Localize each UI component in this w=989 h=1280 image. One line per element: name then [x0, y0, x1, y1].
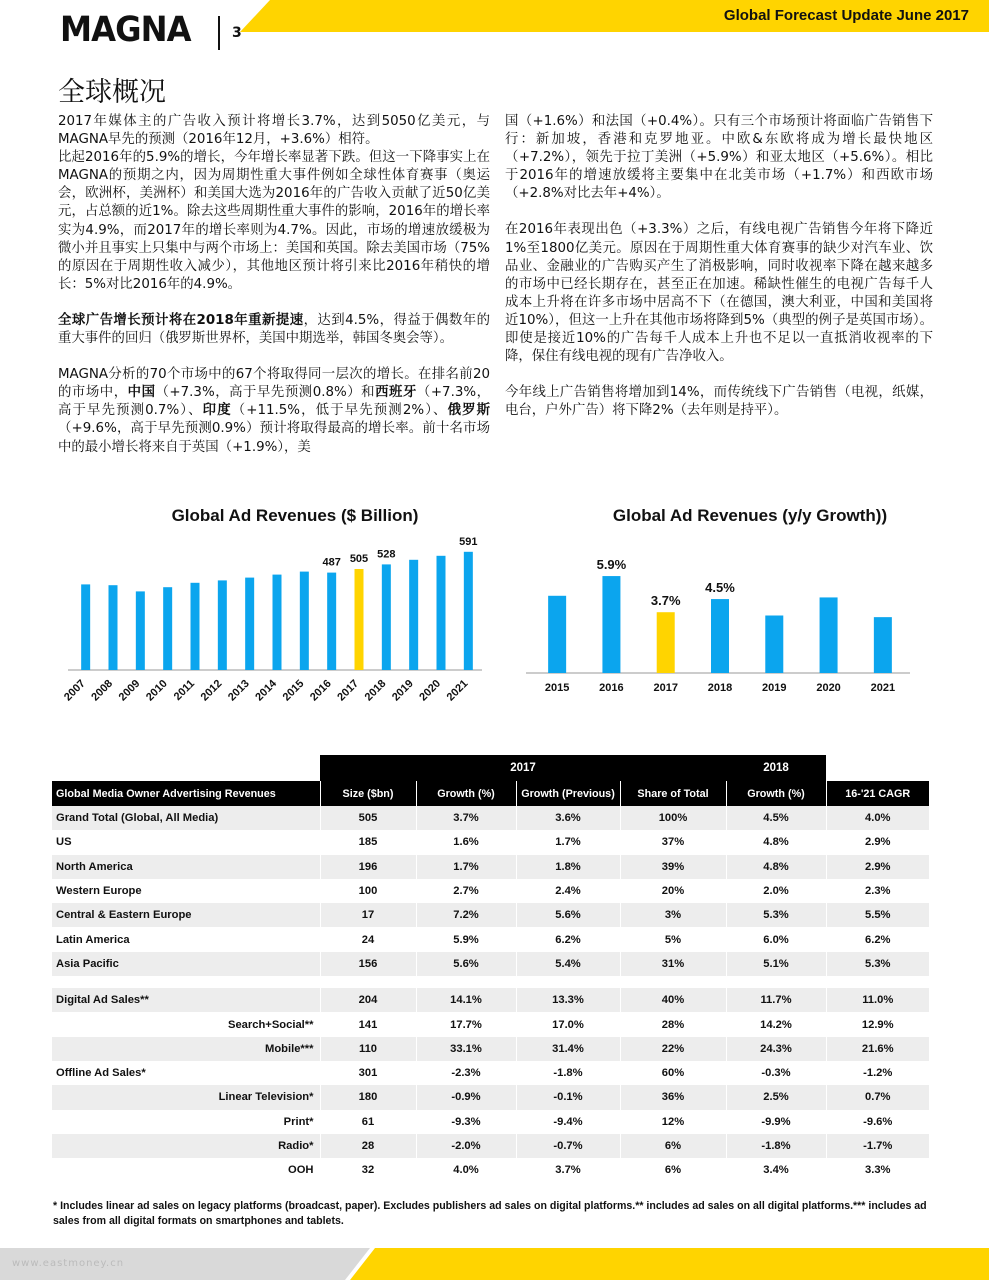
bar-2019: [765, 616, 783, 674]
table-cell: -1.7%: [826, 1134, 929, 1158]
table-cell: 5.1%: [726, 952, 826, 976]
table-row: [52, 903, 929, 927]
bar-2009: [136, 591, 145, 670]
column-header: Share of Total: [620, 781, 726, 806]
bar-2015: [548, 596, 566, 673]
paragraph: 在2016年表现出色（+3.3%）之后，有线电视广告销售今年将下降近1%至1800亿美元。原因在于周期性重大体育赛事的缺少对汽车业、饮品业、金融业的广告购买产生了消极影响，同时收视率下降在越来越多的市场中已经长期存在，甚至正在加速。稀缺性催生的电视广告每千人成本上升将在许多市场中居高不下（在德国，澳大利亚，中国和美国将近10%），但这一上升在其他市场将降到5%（典型的例子是英国市场）。即使是接近10%的广告每千人成本上升也不足以一直抵消收视率的下降，保住有线电视的现有广告净收入。: [505, 222, 933, 365]
row-label: Offline Ad Sales*: [56, 1067, 146, 1080]
bar-2020: [437, 556, 446, 670]
table-row: [52, 988, 929, 1012]
table-cell: -0.1%: [516, 1085, 620, 1109]
table-cell: 32: [320, 1158, 416, 1182]
table-row: [52, 1134, 929, 1158]
table-cell: 4.5%: [726, 806, 826, 830]
x-tick-label: 2016: [307, 677, 334, 704]
table-cell: 1.6%: [416, 830, 516, 854]
table-cell: 21.6%: [826, 1037, 929, 1061]
table-cell: 11.0%: [826, 988, 929, 1012]
table-cell: 5%: [620, 927, 726, 951]
year-header-2018: 2018: [726, 755, 826, 781]
row-label: OOH: [288, 1164, 314, 1177]
footnote: * Includes linear ad sales on legacy platforms (broadcast, paper). Excludes publishers ad sales on digital platforms.** includes ad sales on all digital platforms.*** includes ad sales from all digital formats on smartphones and tablets.: [53, 1200, 927, 1227]
table-cell: -1.2%: [826, 1061, 929, 1085]
table-cell: 17.0%: [516, 1012, 620, 1036]
table-cell: 17.7%: [416, 1012, 516, 1036]
revenue-table: [52, 755, 929, 1182]
table-cell: 5.6%: [416, 952, 516, 976]
bar-2012: [218, 580, 227, 670]
column-header: 16-'21 CAGR: [826, 781, 929, 806]
page-number: 3: [218, 16, 242, 50]
table-cell: 12.9%: [826, 1012, 929, 1036]
row-label: Latin America: [56, 933, 130, 946]
x-tick-label: 2007: [61, 677, 88, 704]
x-tick-label: 2012: [198, 677, 225, 704]
table-cell: 4.0%: [826, 806, 929, 830]
bar-2008: [109, 585, 118, 670]
x-tick-label: 2021: [444, 677, 471, 704]
table-row: [52, 855, 929, 879]
x-tick-label: 2020: [417, 677, 444, 704]
table-cell: 5.9%: [416, 927, 516, 951]
emphasis-text: 俄罗斯: [447, 403, 491, 419]
growth-bar-chart: [520, 528, 920, 703]
table-cell: 2.0%: [726, 879, 826, 903]
paragraph-text: （+7.3%，高于早先预测0.8%）和: [155, 385, 376, 401]
row-label: North America: [52, 855, 320, 879]
table-cell: 5.3%: [826, 952, 929, 976]
right-text-column: [505, 113, 933, 438]
table-cell: 0.7%: [826, 1085, 929, 1109]
paragraph-text: （+7.3%，高于早先预测0.7%）、: [58, 385, 491, 419]
table-cell: 2.9%: [826, 855, 929, 879]
table-cell: 24.3%: [726, 1037, 826, 1061]
row-label: US: [56, 836, 72, 849]
x-tick-label: 2010: [143, 677, 170, 704]
table-cell: 3.7%: [416, 806, 516, 830]
table-cell: 14.1%: [416, 988, 516, 1012]
data-label: 487: [322, 556, 341, 569]
x-tick-label: 2014: [253, 677, 280, 704]
x-tick-label: 2009: [116, 677, 143, 704]
data-label: 4.5%: [705, 580, 735, 596]
x-tick-label: 2015: [280, 677, 307, 704]
table-cell: 100%: [620, 806, 726, 830]
table-cell: 196: [320, 855, 416, 879]
table-cell: 40%: [620, 988, 726, 1012]
bar-2011: [191, 583, 200, 670]
table-cell: 22%: [620, 1037, 726, 1061]
bar-2017: [355, 569, 364, 670]
table-cell: 2.7%: [416, 879, 516, 903]
paragraph: 今年线上广告销售将增加到14%，而传统线下广告销售（电视，纸媒，电台，户外广告）将下降2%（去年则是持平）。: [505, 385, 933, 419]
table-cell: 31.4%: [516, 1037, 620, 1061]
table-cell: 110: [320, 1037, 416, 1061]
table-cell: 3%: [620, 903, 726, 927]
bar-2021: [874, 617, 892, 673]
table-row: [52, 1037, 929, 1061]
table-cell: 14.2%: [726, 1012, 826, 1036]
bar-2007: [81, 584, 90, 670]
table-cell: 3.4%: [726, 1158, 826, 1182]
row-label: Linear Television*: [52, 1085, 320, 1109]
x-tick-label: 2018: [707, 682, 733, 694]
bar-2020: [820, 597, 838, 673]
table-cell: 2.3%: [826, 879, 929, 903]
paragraph-text: （+9.6%，高于早先预测0.9%）预计将取得最高的增长率。前十名市场中的最小增长将来自于英国（+1.9%），美: [58, 421, 490, 455]
table-cell: -2.3%: [416, 1061, 516, 1085]
x-tick-label: 2013: [225, 677, 252, 704]
table-cell: 6.2%: [826, 927, 929, 951]
table-cell: 505: [320, 806, 416, 830]
bar-2019: [409, 560, 418, 670]
table-row: [52, 806, 929, 830]
row-label: Western Europe: [56, 885, 142, 898]
x-tick-label: 2015: [544, 682, 570, 694]
column-header: Growth (Previous): [516, 781, 620, 806]
table-cell: -2.0%: [416, 1134, 516, 1158]
bar-2013: [245, 578, 254, 670]
row-label: Grand Total (Global, All Media): [52, 806, 320, 830]
row-label: Search+Social**: [227, 1018, 314, 1031]
table-cell: 60%: [620, 1061, 726, 1085]
table-cell: 31%: [620, 952, 726, 976]
table-cell: 36%: [620, 1085, 726, 1109]
table-cell: 1.8%: [516, 855, 620, 879]
table-cell: 11.7%: [726, 988, 826, 1012]
table-cell: 156: [320, 952, 416, 976]
data-label: 3.7%: [650, 593, 681, 609]
table-row: [52, 830, 929, 854]
row-label: Digital Ad Sales**: [52, 988, 320, 1012]
table-cell: 6%: [620, 1134, 726, 1158]
column-header: Growth (%): [416, 781, 516, 806]
table-row: [52, 1012, 929, 1036]
table-cell: 4.0%: [416, 1158, 516, 1182]
paragraph-text: ，达到4.5%，得益于偶数年的重大事件的回归（俄罗斯世界杯，美国中期选举，韩国冬奥会等）。: [58, 312, 490, 347]
table-cell: -0.7%: [516, 1134, 620, 1158]
table-cell: -9.9%: [726, 1110, 826, 1134]
paragraph-text: （+11.5%，低于早先预测2%）、: [231, 403, 448, 419]
table-cell: 28%: [620, 1012, 726, 1036]
table-cell: 7.2%: [416, 903, 516, 927]
revenue-bar-chart: [60, 528, 490, 718]
watermark: www.eastmoney.cn: [12, 1258, 125, 1269]
table-row: [52, 879, 929, 903]
table-cell: 3.3%: [826, 1158, 929, 1182]
table-cell: 5.6%: [516, 903, 620, 927]
data-label: 591: [459, 535, 478, 548]
table-cell: 6.2%: [516, 927, 620, 951]
paragraph: 2017年媒体主的广告收入预计将增长3.7%，达到5050亿美元，与MAGNA早先的预测（2016年12月，+3.6%）相符。: [58, 114, 490, 148]
bar-2016: [602, 576, 620, 673]
x-tick-label: 2018: [362, 677, 389, 704]
bar-2018: [382, 564, 391, 670]
paragraph: 国（+1.6%）和法国（+0.4%）。只有三个市场预计将面临广告销售下行：新加坡，香港和克罗地亚。中欧&东欧将成为增长最快地区（+7.2%），领先于拉丁美洲（+5.9%）和亚太地区（+5.6%）。相比于2016年的增速放缓将主要集中在北美市场（+1.7%）和西欧市场（+2.8%对比去年+4%）。: [505, 114, 933, 202]
table-cell: 2.4%: [516, 879, 620, 903]
column-header: Size ($bn): [320, 781, 416, 806]
table-cell: 37%: [620, 830, 726, 854]
table-cell: 204: [320, 988, 416, 1012]
table-cell: -9.3%: [416, 1110, 516, 1134]
table-cell: 100: [320, 879, 416, 903]
table-cell: 5.3%: [726, 903, 826, 927]
table-cell: 17: [320, 903, 416, 927]
x-tick-label: 2017: [653, 682, 678, 694]
bar-2018: [711, 599, 729, 673]
table-cell: 2.5%: [726, 1085, 826, 1109]
table-cell: 5.5%: [826, 903, 929, 927]
chart-title-growth: Global Ad Revenues (y/y Growth)): [612, 506, 888, 525]
table-cell: -0.3%: [726, 1061, 826, 1085]
table-cell: 301: [320, 1061, 416, 1085]
row-label: Central & Eastern Europe: [52, 903, 320, 927]
table-cell: 141: [320, 1012, 416, 1036]
table-cell: 3.7%: [516, 1158, 620, 1182]
emphasis-text: 印度: [202, 403, 232, 419]
row-label: Mobile***: [52, 1037, 320, 1061]
bar-2016: [327, 573, 336, 670]
table-cell: 3.6%: [516, 806, 620, 830]
table-row: [52, 1110, 929, 1134]
table-cell: 2.9%: [826, 830, 929, 854]
table-spacer: [52, 976, 929, 988]
data-label: 505: [349, 553, 369, 565]
table-cell: 28: [320, 1134, 416, 1158]
table-row: [52, 952, 929, 976]
table-cell: -1.8%: [516, 1061, 620, 1085]
table-cell: 61: [320, 1110, 416, 1134]
x-tick-label: 2016: [599, 682, 624, 694]
paragraph: [58, 366, 490, 456]
bar-2017: [657, 612, 675, 673]
table-row: [52, 927, 929, 951]
data-label: 5.9%: [596, 557, 627, 573]
emphasis-text: 中国: [127, 385, 156, 401]
table-cell: 1.7%: [416, 855, 516, 879]
x-tick-label: 2019: [762, 682, 787, 694]
table-cell: -9.4%: [516, 1110, 620, 1134]
bar-2010: [163, 587, 172, 670]
data-label: 528: [377, 548, 396, 561]
x-tick-label: 2008: [89, 677, 116, 704]
x-tick-label: 2021: [870, 682, 896, 694]
table-cell: 39%: [620, 855, 726, 879]
column-header: Growth (%): [726, 781, 826, 806]
table-cell: -9.6%: [826, 1110, 929, 1134]
year-header-2017: 2017: [320, 755, 726, 781]
row-label: Radio*: [52, 1134, 320, 1158]
table-cell: 4.8%: [726, 855, 826, 879]
table-cell: 6%: [620, 1158, 726, 1182]
table-cell: 33.1%: [416, 1037, 516, 1061]
footer-band: [0, 1248, 989, 1280]
x-tick-label: 2019: [389, 677, 416, 704]
paragraph-text: MAGNA分析的70个市场中的67个将取得同一层次的增长。在排名前20的市场中，: [58, 367, 490, 401]
table-cell: 12%: [620, 1110, 726, 1134]
emphasis-text: 西班牙: [375, 385, 417, 401]
table-cell: 13.3%: [516, 988, 620, 1012]
section-title: 全球概况: [58, 77, 166, 108]
table-cell: 24: [320, 927, 416, 951]
paragraph: 比起2016年的5.9%的增长，今年增长率显著下跌。但这一下降事实上在MAGNA的预期之内，因为周期性重大事件例如全球性体育赛事（奥运会，欧洲杯，美洲杯）和美国大选为2016年的广告收入贡献了近50亿美元，占总额的近1%。除去这些周期性重大事件的影响，2016年的增长率实为4.9%，而2017年的增长率则为4.7%。因此，市场的增速放缓极为微小并且事实上只集中与两个市场上：美国和英国。除去美国市场（75%的原因在于周期性收入减少），其他地区预计将引来比2016年稍快的增长：5%对比2016年的4.9%。: [58, 150, 490, 292]
table-cell: 1.7%: [516, 830, 620, 854]
table-cell: 4.8%: [726, 830, 826, 854]
table-cell: -1.8%: [726, 1134, 826, 1158]
bar-2014: [273, 575, 282, 670]
paragraph: [58, 312, 490, 348]
row-label: Asia Pacific: [52, 952, 320, 976]
emphasis-text: 全球广告增长预计将在2018年重新提速: [58, 312, 304, 328]
table-cell: 6.0%: [726, 927, 826, 951]
left-text-column: [58, 113, 490, 475]
bar-2015: [300, 572, 309, 670]
chart-title-revenues: Global Ad Revenues ($ Billion): [171, 506, 419, 525]
table-cell: 5.4%: [516, 952, 620, 976]
magna-logo: MAGNA: [60, 10, 191, 50]
table-row: [52, 1158, 929, 1182]
column-header: Global Media Owner Advertising Revenues: [52, 781, 320, 806]
table-row: [52, 1085, 929, 1109]
x-tick-label: 2020: [816, 682, 841, 694]
bar-2021: [464, 552, 473, 670]
table-cell: 180: [320, 1085, 416, 1109]
table-row: [52, 1061, 929, 1085]
report-title: Global Forecast Update June 2017: [723, 7, 969, 24]
table-cell: 185: [320, 830, 416, 854]
table-cell: 20%: [620, 879, 726, 903]
x-tick-label: 2017: [335, 677, 362, 704]
table-cell: -0.9%: [416, 1085, 516, 1109]
row-label: Print*: [283, 1115, 314, 1128]
x-tick-label: 2011: [171, 677, 198, 704]
